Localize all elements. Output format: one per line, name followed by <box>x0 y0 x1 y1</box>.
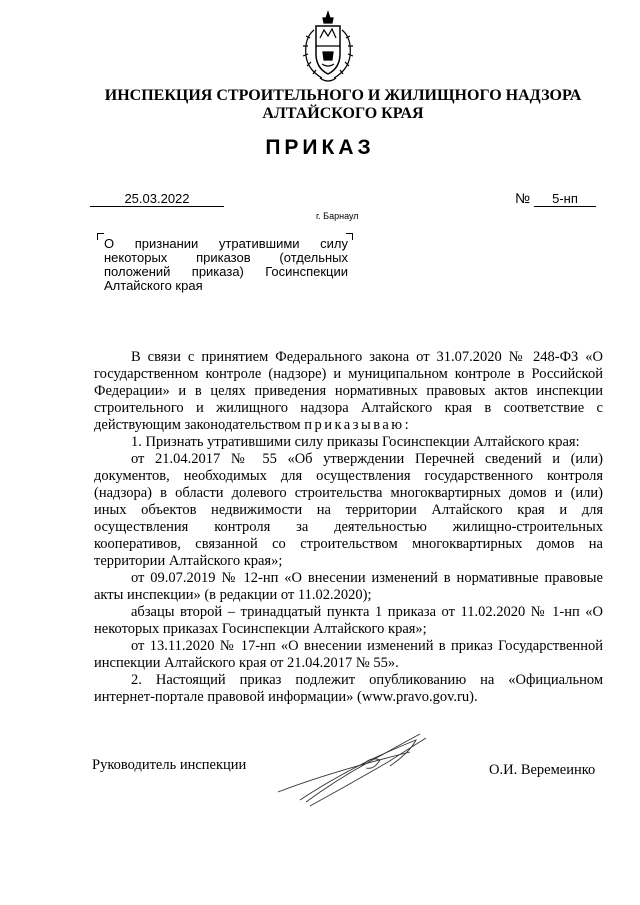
organization-name-line2: АЛТАЙСКОГО КРАЯ <box>262 105 424 122</box>
subject-line: Алтайского края <box>104 278 203 293</box>
subject-line: положений приказа) Госинспекции <box>104 264 348 279</box>
document-date: 25.03.2022 <box>90 191 224 207</box>
order-colon: : <box>404 417 409 433</box>
signatory-position: Руководитель инспекции <box>92 757 247 773</box>
document-body <box>94 349 603 706</box>
sub-item-paragraph: от 21.04.2017 № 55 «Об утверждении Перечней сведений и (или) документов, необходимых для осуществления государственного контроля (надзора) в области долевого строительства многоквартирных домов и (или) иных объектов недвижимости на территории Алтайского края и для осуществления контроля за деятельностью жилищно-строительных кооперативов, связанной со строительством многоквартирных домов на территории Алтайского края»; <box>94 451 603 569</box>
sub-item-paragraph: от 13.11.2020 № 17-нп «О внесении изменений в приказ Государственной инспекции Алтайского края от 21.04.2017 № 55». <box>94 638 603 671</box>
order-word: приказываю <box>304 417 405 433</box>
subject-bracket-left <box>97 233 104 240</box>
sub-item-paragraph: от 09.07.2019 № 12-нп «О внесении изменений в нормативные правовые акты инспекции» (в редакции от 11.02.2020); <box>94 570 603 603</box>
document-number: 5-нп <box>534 191 596 207</box>
document-subject <box>104 237 348 293</box>
organization-name-line1: ИНСПЕКЦИЯ СТРОИТЕЛЬНОГО И ЖИЛИЩНОГО НАДЗОРА <box>104 87 582 104</box>
item-1-paragraph: 1. Признать утратившими силу приказы Госинспекции Алтайского края: <box>131 434 580 450</box>
sub-item-paragraph: абзацы второй – тринадцатый пункта 1 приказа от 11.02.2020 № 1-нп «О некоторых приказах Госинспекции Алтайского края»; <box>94 604 603 637</box>
preamble-paragraph <box>94 349 603 434</box>
signatory-name: О.И. Веремеинко <box>489 762 596 778</box>
document-city: г. Барнаул <box>316 211 359 221</box>
preamble-text: В связи с принятием Федерального закона от 31.07.2020 № 248-ФЗ «О государственном контроле (надзоре) и муниципальном контроле в Российской Федерации» и в целях приведения нормативных правовых актов инспекции строительного и жилищного надзора Алтайского края в соответствие с действующим законодательством <box>94 349 603 433</box>
document-title: ПРИКАЗ <box>265 136 375 159</box>
signature-icon <box>270 722 430 812</box>
subject-line: некоторых приказов (отдельных <box>104 250 348 265</box>
subject-line: О признании утратившими силу <box>104 236 348 251</box>
number-label: № <box>515 190 531 206</box>
item-2-paragraph: 2. Настоящий приказ подлежит опубликованию на «Официальном интернет-портале правовой информации» (www.pravo.gov.ru). <box>94 672 603 705</box>
coat-of-arms-emblem <box>296 8 360 86</box>
